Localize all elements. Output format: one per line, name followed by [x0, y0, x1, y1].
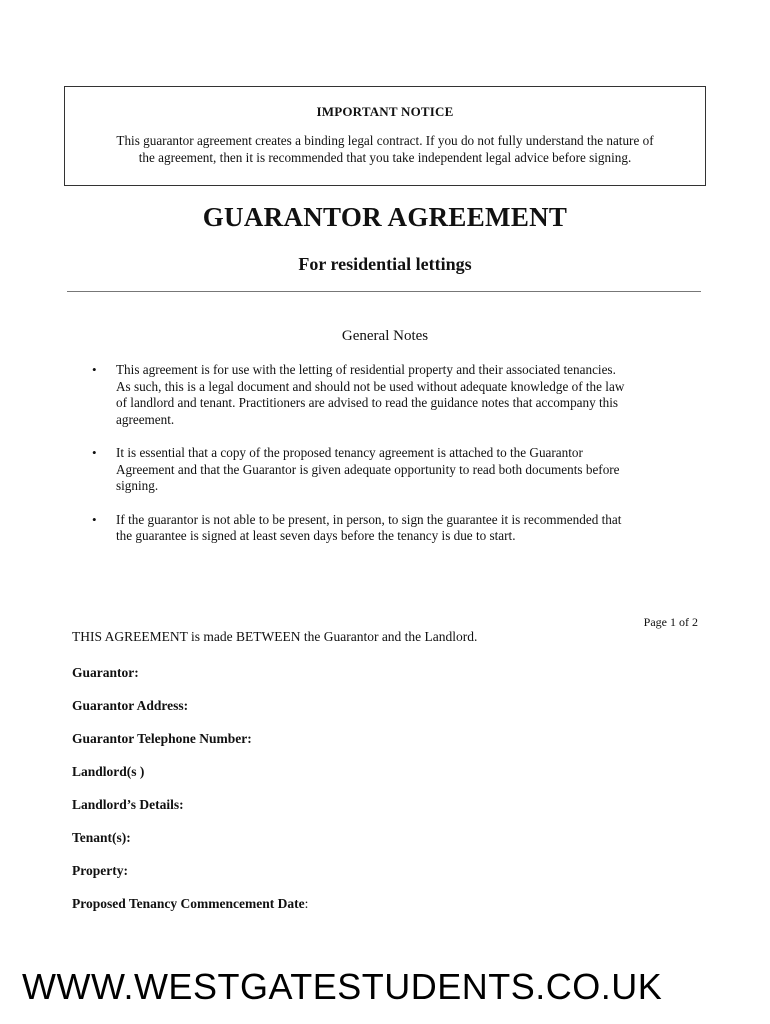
field-landlords: [72, 763, 308, 796]
field-label: Guarantor Address:: [72, 698, 189, 713]
notice-title: IMPORTANT NOTICE: [316, 104, 454, 119]
note-line: Agreement and that the Guarantor is given adequate opportunity to read both documents before: [116, 461, 620, 477]
field-label-tail: :: [304, 896, 309, 911]
agreement-intro: THIS AGREEMENT is made BETWEEN the Guarantor and the Landlord.: [72, 629, 478, 644]
note-line: It is essential that a copy of the proposed tenancy agreement is attached to the Guarantor: [116, 445, 583, 460]
field-landlord-details: [72, 796, 308, 829]
notice-text-line: the agreement, then it is recommended that you take independent legal advice before signing.: [138, 150, 632, 165]
list-item: [92, 445, 702, 495]
field-label: Landlord(s ): [72, 764, 145, 779]
field-label: Guarantor:: [72, 665, 139, 680]
document-subtitle: For residential lettings: [298, 254, 472, 274]
note-line: If the guarantor is not able to be present, in person, to sign the guarantee it is recommended that: [116, 511, 622, 527]
field-label: Landlord’s Details:: [72, 797, 184, 812]
agreement-fields: [72, 664, 308, 928]
note-line: signing.: [116, 478, 159, 493]
page-number: Page 1 of 2: [643, 615, 698, 629]
field-label: Guarantor Telephone Number:: [72, 731, 252, 746]
document-title: GUARANTOR AGREEMENT: [202, 202, 568, 232]
note-line: the guarantee is signed at least seven days before the tenancy is due to start.: [116, 528, 516, 543]
field-guarantor-address: [72, 697, 308, 730]
note-line: of landlord and tenant. Practitioners are advised to read the guidance notes that accompany this: [116, 395, 619, 410]
bullet-icon: •: [92, 445, 97, 460]
field-guarantor: [72, 664, 308, 697]
field-guarantor-telephone: [72, 730, 308, 763]
horizontal-divider: [67, 291, 701, 292]
note-line: agreement.: [116, 411, 175, 427]
notice-text: [75, 132, 695, 166]
general-notes-heading: General Notes: [341, 328, 429, 344]
field-commencement-date: [72, 895, 308, 928]
field-property: [72, 862, 308, 895]
bullet-icon: •: [92, 362, 97, 377]
notice-text-line: This guarantor agreement creates a binding legal contract. If you do not fully understand the nature of: [116, 133, 654, 148]
list-item: [92, 362, 702, 428]
field-label: Proposed Tenancy Commencement Date: [72, 896, 305, 911]
field-label: Tenant(s):: [72, 830, 131, 845]
bullet-icon: •: [92, 511, 97, 527]
note-line: As such, this is a legal document and should not be used without adequate knowledge of the law: [116, 378, 625, 394]
note-line: This agreement is for use with the letting of residential property and their associated tenancies.: [116, 362, 616, 377]
list-item: [92, 512, 702, 545]
general-notes-list: [92, 362, 702, 562]
field-label: Property:: [72, 863, 128, 878]
field-tenants: [72, 829, 308, 862]
important-notice-box: [64, 86, 706, 186]
footer-website-url: WWW.WESTGATESTUDENTS.CO.UK: [22, 966, 663, 1007]
